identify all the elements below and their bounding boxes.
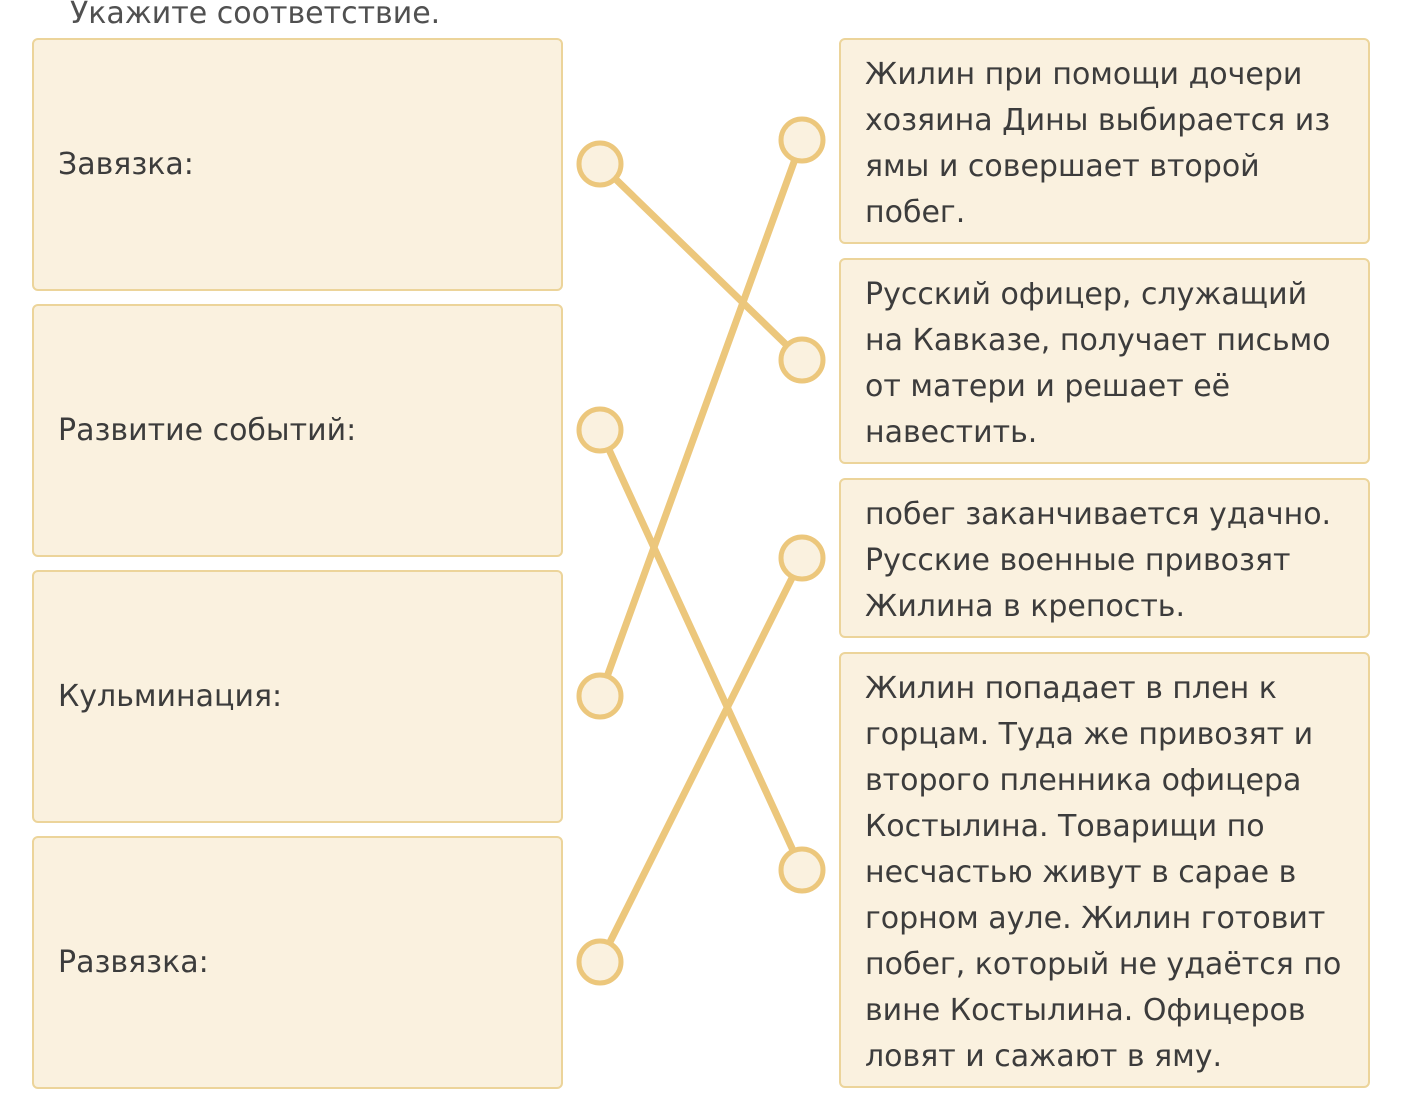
left-item-label: Развязка:	[58, 944, 209, 980]
left-item-razvyazka[interactable]	[32, 836, 563, 1089]
left-item-label: Завязка:	[58, 146, 194, 182]
connection-line	[600, 430, 802, 870]
left-connector-node[interactable]	[579, 675, 621, 717]
right-connector-node[interactable]	[781, 339, 823, 381]
left-connector-node[interactable]	[579, 143, 621, 185]
left-item-label: Кульминация:	[58, 678, 283, 714]
left-item-kulminaciya[interactable]	[32, 570, 563, 823]
right-item-text: Жилин при помощи дочери хозяина Дины выбирается из ямы и совершает второй побег.	[865, 57, 1331, 230]
connection-line	[600, 164, 802, 360]
connection-line	[600, 140, 802, 696]
right-item-fortress[interactable]	[839, 478, 1370, 638]
left-connector-node[interactable]	[579, 941, 621, 983]
right-connector-node[interactable]	[781, 537, 823, 579]
connection-line	[600, 558, 802, 962]
right-item-captivity[interactable]	[839, 652, 1370, 1088]
right-item-text: Русский офицер, служащий на Кавказе, получает письмо от матери и решает её навестить.	[865, 277, 1331, 450]
right-connector-node[interactable]	[781, 849, 823, 891]
right-item-escape-second[interactable]	[839, 38, 1370, 244]
left-connector-node[interactable]	[579, 409, 621, 451]
right-connector-node[interactable]	[781, 119, 823, 161]
left-item-label: Развитие событий:	[58, 412, 357, 448]
instruction-text: Укажите соответствие.	[70, 0, 441, 31]
right-item-text: Жилин попадает в плен к горцам. Туда же привозят и второго пленника офицера Костылина. Товарищи по несчастью живут в сарае в горном ауле. Жилин готовит побег, который не удаётся по вине Костылина. Офицеров ловят и сажают в яму.	[865, 671, 1342, 1074]
right-item-letter[interactable]	[839, 258, 1370, 464]
right-item-text: побег заканчивается удачно. Русские военные привозят Жилина в крепость.	[865, 497, 1332, 624]
left-item-zavyazka[interactable]	[32, 38, 563, 291]
left-item-razvitie[interactable]	[32, 304, 563, 557]
